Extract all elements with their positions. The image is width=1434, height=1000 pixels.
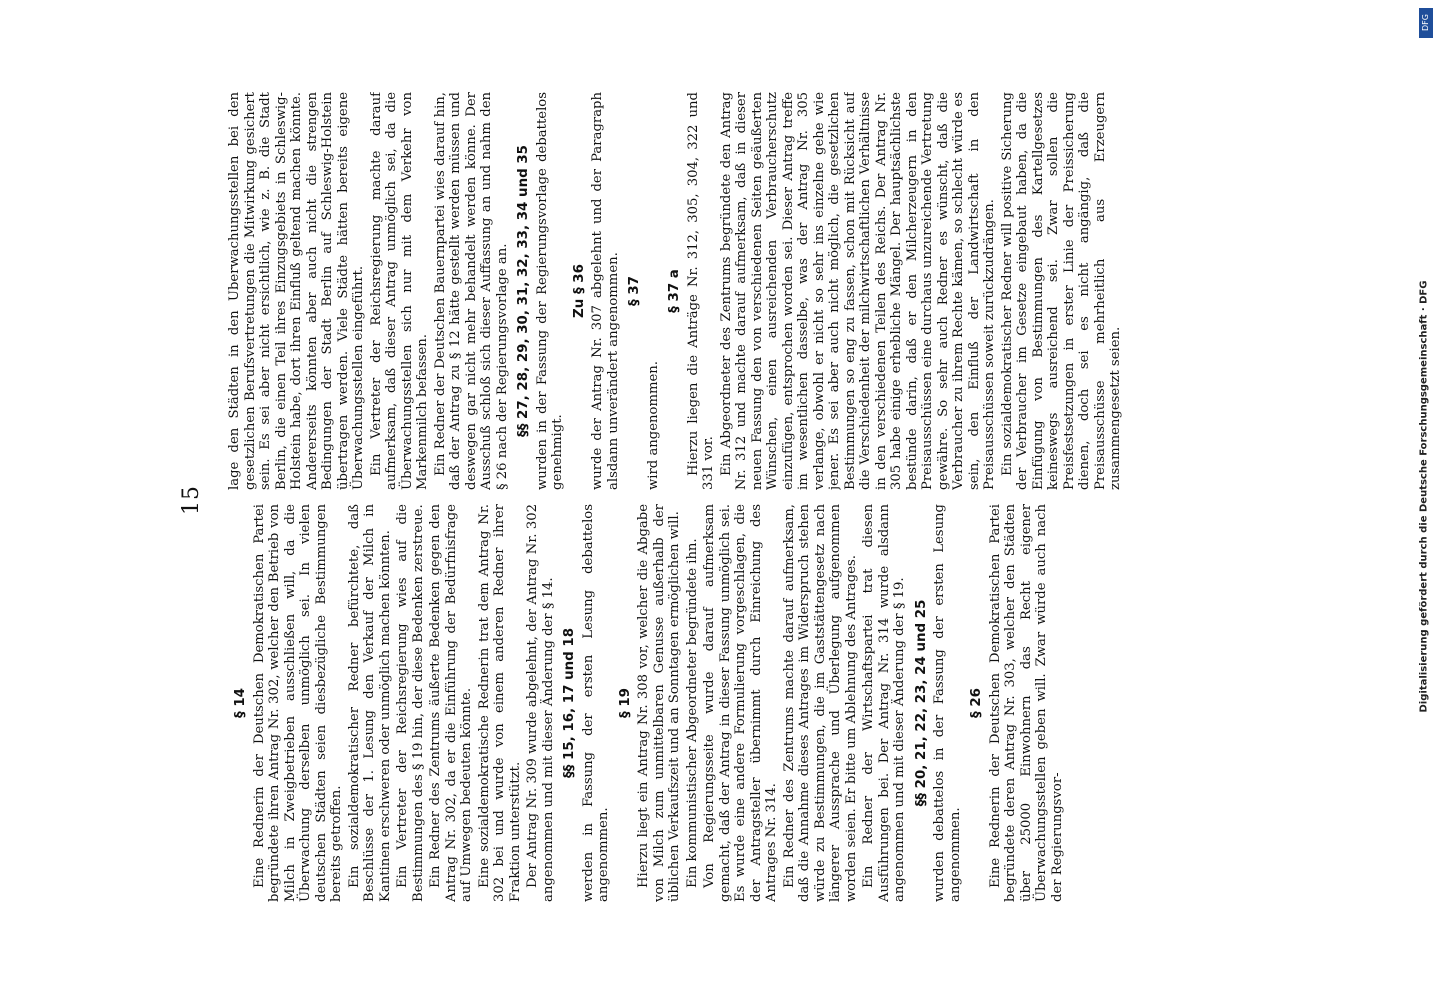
right-column (227, 92, 1257, 490)
side-note (1416, 10, 1432, 990)
page-number: 15 (179, 485, 204, 515)
paragraph: wurde der Antrag Nr. 307 abgelehnt und der Paragraph alsdann unverändert angenommen. (590, 92, 621, 490)
paragraph: Ein Redner des Zentrums äußerte Bedenken gegen den Antrag Nr. 302, da er die Einführung der Bedürfnisfrage auf Umwegen bedeuten könnte. (428, 504, 474, 902)
paragraph: Ein Redner der Deutschen Bauernpartei wies darauf hin, daß der Antrag zu § 12 hätte gestellt werden müssen und deswegen gar nicht mehr behandelt werden könne. Der Ausschuß schloß sich dieser Auffassung an und nahm den § 26 nach der Regierungsvorlage an. (432, 92, 510, 490)
section-heading: § 14 (233, 688, 248, 718)
section-heading: § 37 (627, 276, 642, 306)
section-heading: Zu § 36 (571, 264, 587, 318)
paragraph: Der Antrag Nr. 309 wurde abgelehnt, der Antrag Nr. 302 angenommen und mit dieser Änderung der § 14. (525, 504, 556, 902)
dfg-logo: DFG (1419, 8, 1433, 38)
paragraph: Ein sozialdemokratischer Redner will positive Sicherung der Verbraucher im Gesetze eingebaut haben, da die Einfügung von Bestimmungen des Kartellgesetzes keineswegs ausreichend sei. Zwar sollen die Preisfestsetzungen in erster Linie der Preissicherung dienen, doch sei es nicht angängig, daß die Preisausschüsse mehrheitlich aus Erzeugern zusammengesetzt seien. (999, 92, 1123, 490)
rotated-page (147, 70, 1287, 930)
paragraph: wird angenommen. (645, 361, 661, 490)
paragraph: Ein Redner des Zentrums machte darauf aufmerksam, daß die Annahme dieses Antrages im Widerspruch stehen würde zu Bestimmungen, die im Gaststättengesetz nach längerer Aussprache und Überlegung aufgenommen worden seien. Er bitte um Ablehnung des Antrages. (781, 504, 859, 902)
section-heading: §§ 20, 21, 22, 23, 24 und 25 (913, 599, 929, 807)
section-heading: § 26 (969, 688, 984, 718)
paragraph: Eine Rednerin der Deutschen Demokratischen Partei begründete deren Antrag Nr. 303, welcher den Städten über 25000 Einwohnern das Recht eigener Überwachungsstellen geben will. Zwar würde auch nach der Regierungsvor- (987, 504, 1065, 902)
paragraph: Eine Rednerin der Deutschen Demokratischen Partei begründete ihren Antrag Nr. 302, welcher den Betrieb von Milch in Zweigbetrieben ausschließen will, da die Überwachung derselben unmöglich sei. In vielen deutschen Städten seien diesbezügliche Bestimmungen bereits getroffen. (251, 504, 344, 902)
paragraph: wurden debattelos in der Fassung der ersten Lesung angenommen. (932, 504, 963, 902)
section-heading: §§ 27, 28, 29, 30, 31, 32, 33, 34 und 35 (516, 145, 531, 437)
paragraph: Ein sozialdemokratischer Redner befürchtete, daß Beschlüsse der 1. Lesung den Verkauf der Milch in Kantinen erschweren oder unmöglich machen könnten. (346, 504, 393, 902)
paragraph: Ein Redner der Wirtschaftspartei trat diesen Ausführungen bei. Der Antrag Nr. 314 wurde alsdann angenommen und mit dieser Änderung der § 19. (861, 504, 907, 902)
funding-note: Digitalisierung gefördert durch die Deutsche Forschungsgemeinschaft · DFG (1418, 280, 1430, 713)
paragraph: lage den Städten in den Überwachungsstellen bei den gesetzlichen Berufsvertretungen die Mitwirkung gesichert sein. Es sei aber nicht ersichtlich, wie z. B. die Stadt Berlin, die einen Teil ihres Einzugsgebiets in Schleswig-Holstein habe, dort ihren Einfluß geltend machen könnte. Andererseits könnten aber auch nicht die strengen Bedingungen der Stadt Berlin auf Schleswig-Holstein übertragen werden. Viele Städte hätten bereits eigene Überwachungsstellen eingeführt. (227, 92, 366, 490)
section-heading: § 19 (617, 688, 633, 718)
left-column (227, 504, 1257, 902)
paragraph: Eine sozialdemokratische Rednerin trat dem Antrag Nr. 302 bei und wurde von einem anderen Redner ihrer Fraktion unterstützt. (476, 504, 523, 902)
paragraph: Hierzu liegt ein Antrag Nr. 308 vor, welcher die Abgabe von Milch zum unmittelbaren Genusse außerhalb der üblichen Verkaufszeit und an Sonntagen ermöglichen will. (636, 504, 682, 902)
paragraph: Ein Abgeordneter des Zentrums begründete den Antrag Nr. 312 und machte darauf aufmerksam, daß in dieser neuen Fassung den von verschiedenen Seiten geäußerten Wünschen, einen ausreichenden Verbraucherschutz einzufügen, entsprochen worden sei. Dieser Antrag treffe im wesentlichen dasselbe, was der Antrag Nr. 305 verlange, obwohl er nicht so sehr ins einzelne gehe wie jener. Es sei aber auch nicht möglich, die gesetzlichen Bestimmungen so eng zu fassen, schon mit Rücksicht auf die Verschiedenheit der milchwirtschaftlichen Verhältnisse in den verschiedenen Teilen des Reichs. Der Antrag Nr. 305 habe einige erhebliche Mängel. Der hauptsächlichste bestünde darin, daß er den Milcherzeugern in den Preisausschüssen eine durchaus unzureichende Vertretung gewähre. So sehr auch Redner es wünscht, daß die Verbraucher zu ihrem Rechte kämen, so schlecht würde es sein, den Einfluß der Landwirtschaft in den Preisausschüssen soweit zurückzudrängen. (718, 92, 997, 490)
paragraph: wurden in der Fassung der Regierungsvorlage debattelos genehmigt. (534, 92, 565, 490)
paragraph: werden in Fassung der ersten Lesung debattelos angenommen. (580, 504, 611, 902)
paragraph: Ein Vertreter der Reichsregierung machte darauf aufmerksam, daß dieser Antrag unmöglich sei, da die Überwachungsstellen sich nur mit dem Verkehr von Markenmilch befassen. (368, 92, 430, 490)
section-heading: § 37 a (667, 269, 682, 313)
section-heading: §§ 15, 16, 17 und 18 (562, 627, 577, 779)
paragraph: Hierzu liegen die Anträge Nr. 312, 305, 304, 322 und 331 vor. (685, 92, 716, 490)
paragraph: Ein kommunistischer Abgeordneter begründete ihn. (684, 538, 700, 888)
paragraph: Ein Vertreter der Reichsregierung wies auf die Bestimmungen des § 19 hin, der diese Bedenken zerstreue. (395, 504, 426, 902)
paragraph: Von Regierungsseite wurde darauf aufmerksam gemacht, daß der Antrag in dieser Fassung unmöglich sei. Es wurde eine andere Formulierung vorgeschlagen, die der Antragsteller übernimmt durch Einreichung des Antrages Nr. 314. (702, 504, 779, 902)
